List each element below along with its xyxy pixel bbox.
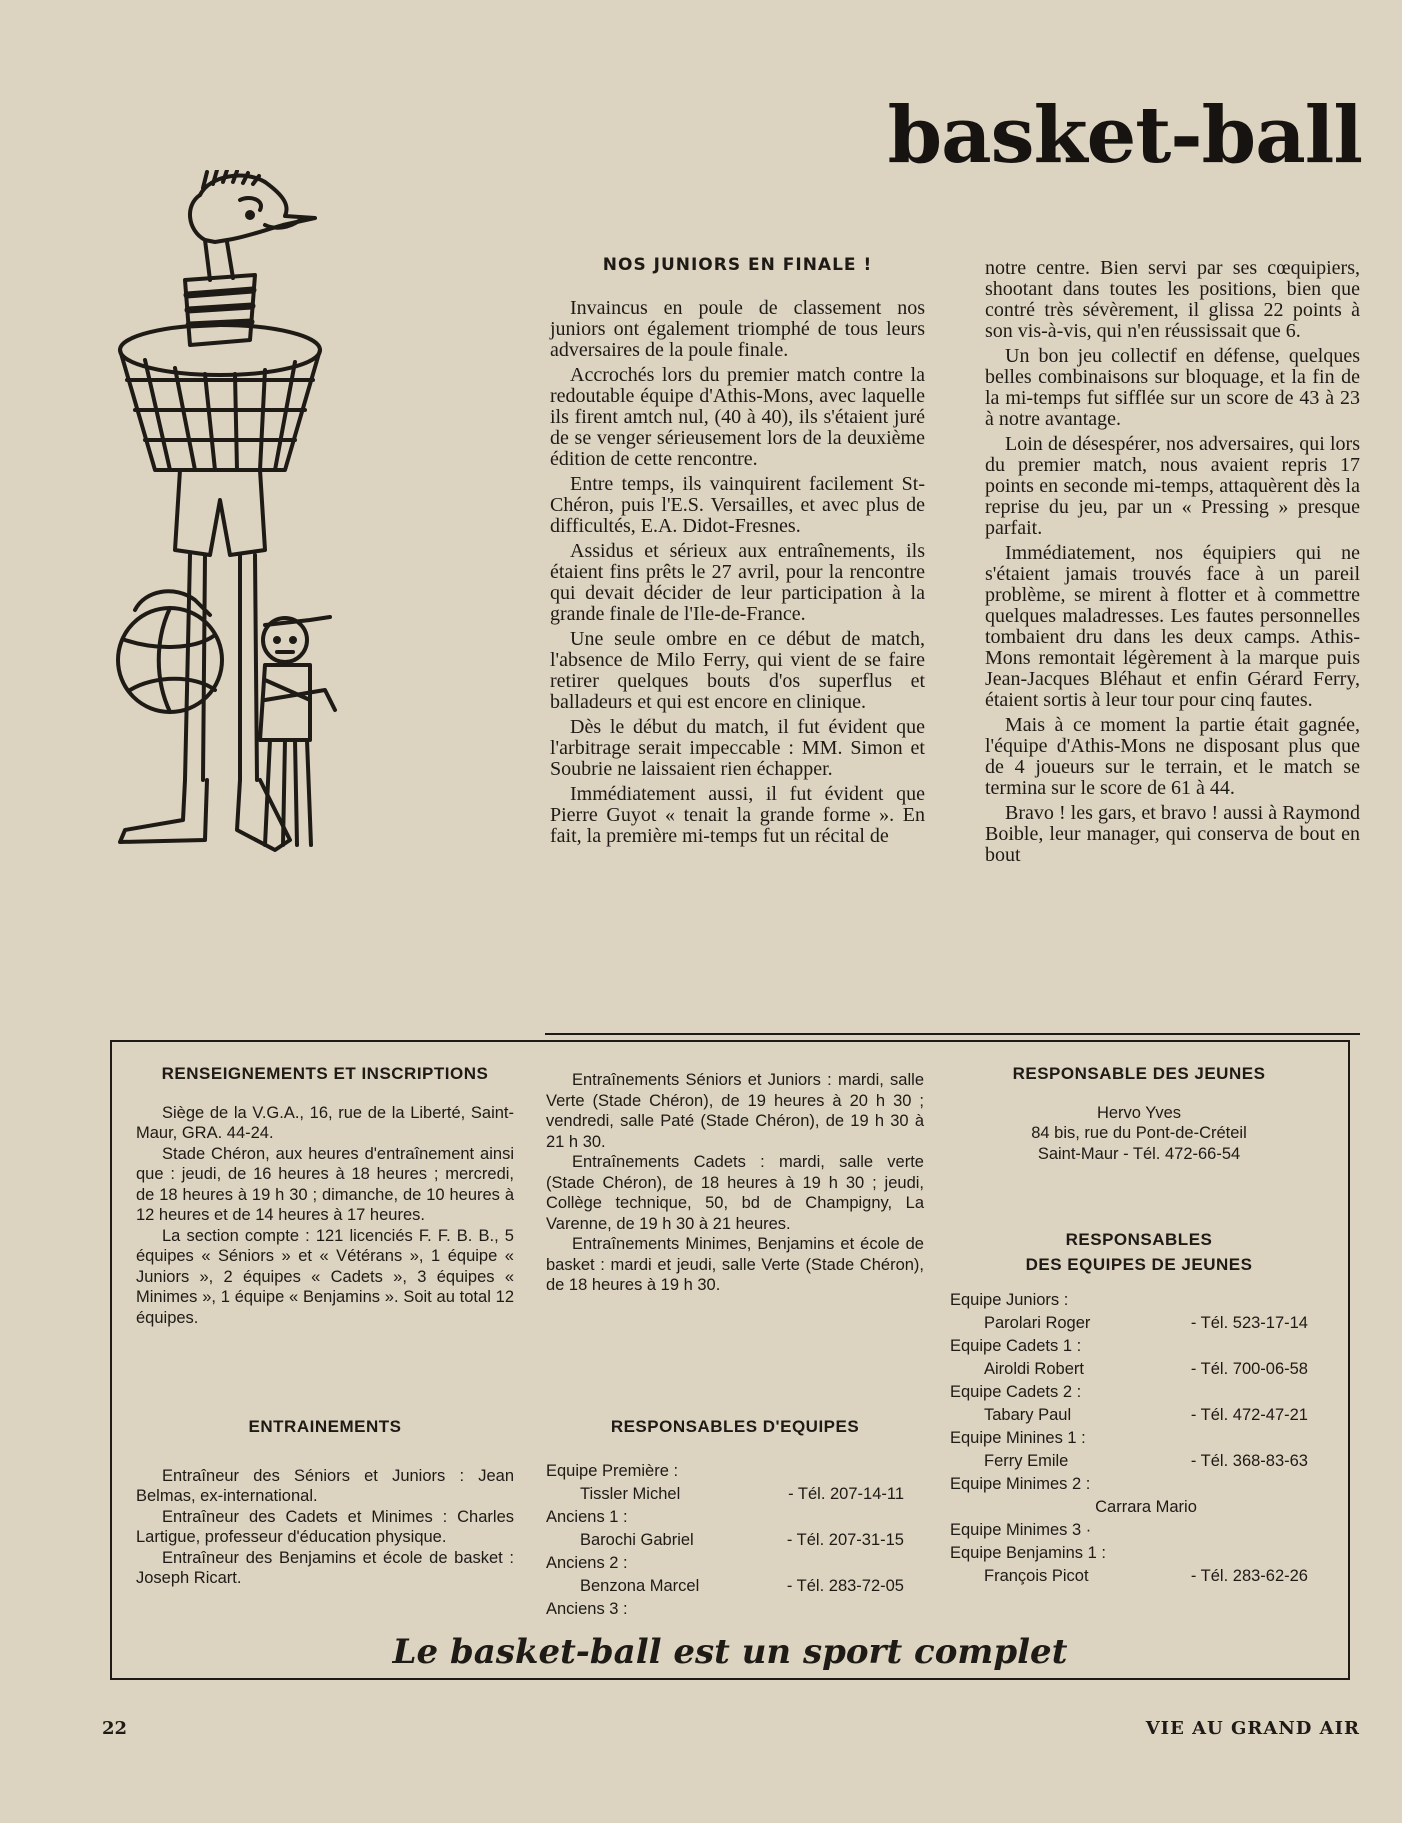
section-heading: RENSEIGNEMENTS ET INSCRIPTIONS — [161, 1064, 489, 1083]
section-heading: RESPONSABLES — [1065, 1230, 1213, 1249]
responsables-equipes-section — [546, 1417, 924, 1621]
contact-tel: - Tél. 368-83-63 — [1190, 1452, 1308, 1470]
team-label: Equipe Minines 1 : — [950, 1429, 1086, 1447]
contact-tel: - Tél. 283-72-05 — [786, 1576, 904, 1595]
info-paragraph: Entraîneur des Séniors et Juniors : Jean Belmas, ex-international. — [136, 1466, 514, 1505]
section-heading: DES EQUIPES DE JEUNES — [1025, 1254, 1253, 1274]
contact-name: Ferry Emile — [984, 1452, 1069, 1470]
contact-name: Barochi Gabriel — [580, 1530, 694, 1549]
article-column-2 — [985, 258, 1360, 866]
info-paragraph: Stade Chéron, aux heures d'entraînement ainsi que : jeudi, de 16 heures à 18 heures ; mercredi, de 18 heures à 19 h 30 ; dimanche, de 10 heures à 12 heures et de 14 heures à 17 heures. — [136, 1144, 514, 1224]
section-heading: ENTRAINEMENTS — [248, 1417, 402, 1436]
info-box — [110, 1040, 1350, 1680]
article-paragraph: Assidus et sérieux aux entraînements, ils étaient fins prêts le 27 avril, pour la rencontre qui devait décider de leur participation à la grande finale de l'Ile-de-France. — [550, 540, 925, 625]
info-paragraph: Entraînements Cadets : mardi, salle verte (Stade Chéron), de 18 heures à 19 h 30 ; jeudi, Collège technique, 50, bd de Champigny, La Varenne, de 19 h 30 à 21 heures. — [546, 1153, 924, 1233]
contact-tel: - Tél. 523-17-14 — [1190, 1314, 1308, 1332]
team-label: Equipe Cadets 2 : — [950, 1383, 1082, 1401]
magazine-name: VIE AU GRAND AIR — [1145, 1718, 1360, 1739]
article-heading: NOS JUNIORS EN FINALE ! — [602, 255, 873, 275]
contact-row — [950, 1358, 1328, 1381]
info-paragraph: Entraîneur des Benjamins et école de basket : Joseph Ricart. — [136, 1548, 514, 1587]
contact-row — [546, 1529, 924, 1552]
info-paragraph: Entraînements Minimes, Benjamins et école de basket : mardi et jeudi, salle Verte (Stade Chéron), de 18 heures à 19 h 30. — [546, 1235, 924, 1294]
basketball-player-illustration — [115, 170, 415, 990]
contact-name: Parolari Roger — [984, 1314, 1091, 1332]
team-label: Anciens 2 : — [546, 1553, 628, 1572]
article-paragraph: Une seule ombre en ce début de match, l'absence de Milo Ferry, qui vient de se faire retirer quelques bouts d'os superflus et balladeurs et qui est encore en clinique. — [550, 628, 925, 713]
article-paragraph: Invaincus en poule de classement nos juniors ont également triomphé de tous leurs adversaires de la poule finale. — [550, 297, 925, 361]
article-paragraph: Accrochés lors du premier match contre la redoutable équipe d'Athis-Mons, avec laquelle ils firent amtch nul, (40 à 40), ils s'étaient juré de se venger sérieusement lors de la deuxième édition de cette rencontre. — [550, 364, 925, 470]
team-label: Equipe Minimes 2 : — [950, 1475, 1091, 1493]
team-label: Equipe Juniors : — [950, 1291, 1069, 1309]
team-label: Equipe Minimes 3 · — [950, 1521, 1092, 1539]
page-number: 22 — [102, 1718, 128, 1739]
article-paragraph: Dès le début du match, il fut évident que l'arbitrage serait impeccable : MM. Simon et Soubrie ne laissaient rien échapper. — [550, 716, 925, 780]
renseignements-section — [136, 1064, 514, 1328]
article-paragraph: Immédiatement, nos équipiers qui ne s'étaient jamais trouvés face à un pareil problème, se mirent à flotter et à commettre quelques maladresses. Les fautes personnelles tombaient dru dans les deux camps. Athis-Mons remontait légèrement à la marque puis Jean-Jacques Bléhaut et enfin Gérard Ferry, étaient sortis à leur tour pour cinq fautes. — [985, 542, 1360, 711]
contact-tel: - Tél. 207-31-15 — [786, 1530, 904, 1549]
contact-name: Benzona Marcel — [580, 1576, 700, 1595]
entraineurs-section — [136, 1417, 514, 1589]
contact-row — [546, 1575, 924, 1598]
contact-row — [950, 1496, 1328, 1519]
contact-name: François Picot — [984, 1567, 1089, 1585]
article-paragraph: Loin de désespérer, nos adversaires, qui lors du premier match, nous avaient repris 17 points en seconde mi-temps, attaquèrent dès la reprise du jeu, par un « Pressing » presque parfait. — [985, 433, 1360, 539]
contact-line: 84 bis, rue du Pont-de-Créteil — [1031, 1124, 1247, 1142]
horaires-section — [546, 1070, 924, 1296]
contact-row — [546, 1483, 924, 1506]
responsable-jeunes-section — [950, 1064, 1328, 1164]
team-label: Equipe Cadets 1 : — [950, 1337, 1082, 1355]
article-paragraph: Immédiatement aussi, il fut évident que Pierre Guyot « tenait la grande forme ». En fait, la première mi-temps fut un récital de — [550, 783, 925, 847]
article-paragraph: Entre temps, ils vainquirent facilement St-Chéron, puis l'E.S. Versailles, et avec plus de difficultés, E.A. Didot-Fresnes. — [550, 473, 925, 537]
contact-name: Tissler Michel — [580, 1484, 681, 1503]
responsables-equipes-jeunes-section — [950, 1230, 1328, 1588]
article-paragraph: notre centre. Bien servi par ses cœquipiers, shootant dans toutes les positions, bien que contré très sévèrement, il glissa 22 points à son vis-à-vis, qui n'en réussissait que 6. — [985, 257, 1360, 342]
article-paragraph: Un bon jeu collectif en défense, quelques belles combinaisons sur bloquage, et la fin de la mi-temps fut sifflée sur un score de 43 à 23 à notre avantage. — [985, 345, 1360, 430]
divider — [545, 1033, 1360, 1035]
info-paragraph: Entraîneur des Cadets et Minimes : Charles Lartigue, professeur d'éducation physique. — [136, 1507, 514, 1546]
contact-row — [950, 1450, 1328, 1473]
slogan: Le basket-ball est un sport complet — [392, 1631, 1068, 1672]
contact-line: Saint-Maur - Tél. 472-66-54 — [1037, 1144, 1241, 1163]
contact-row — [950, 1565, 1328, 1588]
team-label: Anciens 1 : — [546, 1507, 628, 1526]
contact-line: Hervo Yves — [1096, 1103, 1182, 1122]
contact-tel: - Tél. 700-06-58 — [1190, 1360, 1308, 1378]
contact-tel: - Tél. 207-14-11 — [788, 1484, 904, 1503]
contact-name: Airoldi Robert — [984, 1360, 1084, 1378]
contact-tel: - Tél. 472-47-21 — [1190, 1406, 1308, 1424]
team-label: Equipe Première : — [546, 1461, 679, 1480]
section-heading: RESPONSABLE DES JEUNES — [1012, 1064, 1266, 1083]
article-column-1 — [550, 255, 925, 847]
info-paragraph: Siège de la V.G.A., 16, rue de la Liberté, Saint-Maur, GRA. 44-24. — [136, 1103, 514, 1142]
info-paragraph: Entraînements Séniors et Juniors : mardi, salle Verte (Stade Chéron), de 19 heures à 20 h 30 ; vendredi, salle Paté (Stade Chéron), de 19 h 30 à 21 h 30. — [546, 1071, 924, 1151]
contact-row — [950, 1312, 1328, 1335]
team-label: Equipe Benjamins 1 : — [950, 1544, 1106, 1562]
section-heading: RESPONSABLES D'EQUIPES — [610, 1417, 860, 1436]
contact-tel: - Tél. 283-62-26 — [1190, 1567, 1308, 1585]
article-paragraph: Mais à ce moment la partie était gagnée, l'équipe d'Athis-Mons ne disposant plus que de 4 joueurs sur le terrain, et le match se termina sur le score de 61 à 44. — [985, 714, 1360, 799]
contact-row — [950, 1404, 1328, 1427]
team-label: Anciens 3 : — [546, 1599, 628, 1618]
section-title: basket-ball — [887, 90, 1362, 181]
article-paragraph: Bravo ! les gars, et bravo ! aussi à Raymond Boible, leur manager, qui conserva de bout en bout — [985, 802, 1360, 866]
contact-name: Tabary Paul — [984, 1406, 1072, 1424]
info-paragraph: La section compte : 121 licenciés F. F. B. B., 5 équipes « Séniors » et « Vétérans », 1 équipe « Juniors », 2 équipes « Cadets », 3 équipes « Minimes », 1 équipe « Benjamins ». Soit au total 12 équipes. — [136, 1226, 514, 1327]
contact-name: Carrara Mario — [1095, 1498, 1197, 1516]
